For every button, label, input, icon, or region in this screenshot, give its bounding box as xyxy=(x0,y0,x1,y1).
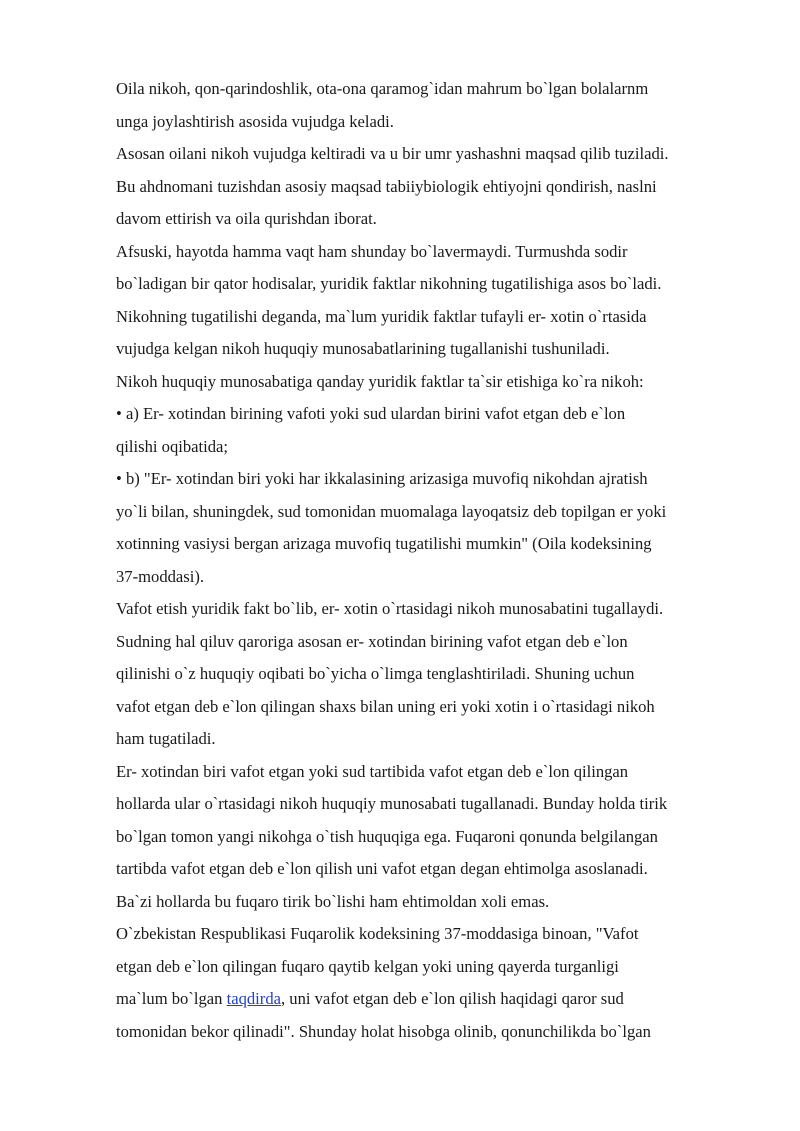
text-line: Bu ahdnomani tuzishdan asosiy maqsad tabiiybiologik ehtiyojni qondirish, naslni xyxy=(116,176,657,196)
text-line: hollarda ular o`rtasidagi nikoh huquqiy munosabati tugallanadi. Bunday holda tirik xyxy=(116,794,668,813)
text-line: Vafot etish yuridik fakt bo`lib, er- xotin o`rtasidagi nikoh munosabatini tugallaydi. xyxy=(116,599,664,618)
text-line: tomonidan bekor qilinadi". Shunday holat hisobga olinib, qonunchilikda bo`lgan xyxy=(116,1021,651,1041)
text-line: davom ettirish va oila qurishdan iborat. xyxy=(116,209,377,228)
text-line-with-link xyxy=(116,983,746,1016)
bullet-line: • b) "Er- xotindan biri yoki har ikkalasining arizasiga muvofiq nikohdan ajratish xyxy=(116,469,648,488)
text-fragment: ma`lum bo`lgan xyxy=(116,989,227,1008)
text-line: Sudning hal qiluv qaroriga asosan er- xotindan birining vafot etgan deb e`lon xyxy=(116,631,628,651)
text-line: Nikoh huquqiy munosabatiga qanday yuridik faktlar ta`sir etishiga ko`ra nikoh: xyxy=(116,371,644,391)
text-line: vujudga kelgan nikoh huquqiy munosabatlarining tugallanishi tushuniladi. xyxy=(116,339,610,358)
text-line: ham tugatiladi. xyxy=(116,729,216,748)
text-line: qilinishi o`z huquqiy oqibati bo`yicha o`limga tenglashtiriladi. Shuning uchun xyxy=(116,664,635,683)
text-fragment: , uni vafot etgan deb e`lon qilish haqidagi qaror sud xyxy=(280,989,624,1008)
text-line: O`zbekistan Respublikasi Fuqarolik kodeksining 37-moddasiga binoan, "Vafot xyxy=(116,924,639,943)
text-line: xotinning vasiysi bergan arizaga muvofiq tugatilishi mumkin" (Oila kodeksining xyxy=(116,534,652,553)
text-line: Oila nikoh, qon-qarindoshlik, ota-ona qaramog`idan mahrum bo`lgan bolalarnm xyxy=(116,79,649,98)
text-line: etgan deb e`lon qilingan fuqaro qaytib kelgan yoki uning qayerda turganligi xyxy=(116,956,619,976)
text-line: qilishi oqibatida; xyxy=(116,436,228,456)
document-body xyxy=(116,73,746,1048)
text-line: tartibda vafot etgan deb e`lon qilish uni vafot etgan degan ehtimolga asoslanadi. xyxy=(116,859,648,878)
text-line: unga joylashtirish asosida vujudga keladi. xyxy=(116,111,394,131)
text-line: Ba`zi hollarda bu fuqaro tirik bo`lishi ham ehtimoldan xoli emas. xyxy=(116,891,550,911)
text-line: vafot etgan deb e`lon qilingan shaxs bilan uning eri yoki xotin i o`rtasidagi nikoh xyxy=(116,696,655,716)
text-line: Er- xotindan biri vafot etgan yoki sud tartibida vafot etgan deb e`lon qilingan xyxy=(116,761,629,781)
text-line: 37-moddasi). xyxy=(116,566,205,586)
text-line: Afsuski, hayotda hamma vaqt ham shunday bo`lavermaydi. Turmushda sodir xyxy=(116,241,628,261)
text-line: bo`ladigan bir qator hodisalar, yuridik faktlar nikohning tugatilishiga asos bo`ladi. xyxy=(116,274,662,293)
bullet-line: • a) Er- xotindan birining vafoti yoki sud ulardan birini vafot etgan deb e`lon xyxy=(116,404,626,423)
text-line: bo`lgan tomon yangi nikohga o`tish huquqiga ega. Fuqaroni qonunda belgilangan xyxy=(116,826,658,846)
text-line: Nikohning tugatilishi deganda, ma`lum yuridik faktlar tufayli er- xotin o`rtasida xyxy=(116,306,647,326)
text-line: yo`li bilan, shuningdek, sud tomonidan muomalaga layoqatsiz deb topilgan er yoki xyxy=(116,501,667,521)
taqdirda-link[interactable]: taqdirda xyxy=(226,989,281,1008)
text-line: Asosan oilani nikoh vujudga keltiradi va u bir umr yashashni maqsad qilib tuziladi. xyxy=(116,144,669,163)
